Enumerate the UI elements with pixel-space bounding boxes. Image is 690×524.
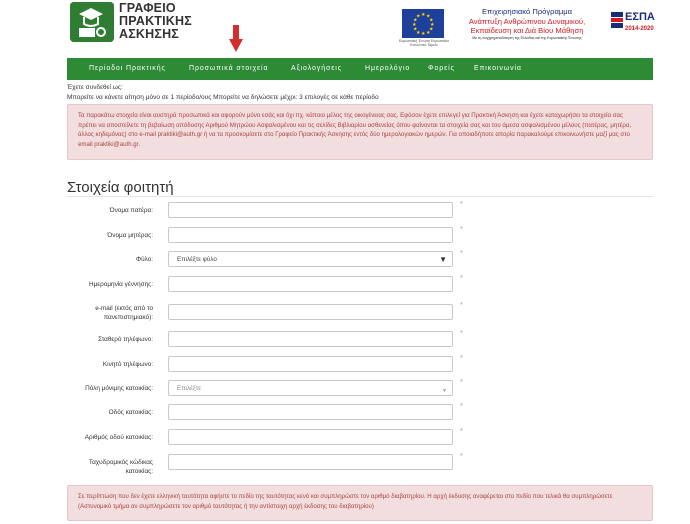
required-mark: * — [460, 201, 463, 208]
required-mark: * — [460, 250, 463, 257]
program-title: Επιχειρησιακό Πρόγραμμα — [481, 7, 573, 16]
birth-date-input[interactable] — [168, 276, 453, 292]
required-mark: * — [460, 403, 463, 410]
caret-down-icon: ▼ — [442, 388, 447, 394]
required-mark: * — [460, 226, 463, 233]
svg-text:★: ★ — [416, 13, 421, 20]
main-nav — [67, 58, 653, 80]
office-logo-text — [119, 2, 192, 41]
title-divider — [67, 196, 653, 197]
office-logo-icon[interactable] — [70, 2, 114, 42]
required-mark: * — [460, 330, 463, 337]
birth-date-label: Ημερομηνία γέννησης: — [89, 281, 153, 288]
svg-text:★: ★ — [413, 17, 418, 24]
mother-name-label: Όνομα μητέρας: — [107, 232, 153, 239]
required-mark: * — [460, 275, 463, 282]
passport-alert: Σε περίπτωση που δεν έχετε ελληνική ταυτότητα αφήστε το πεδίο της ταυτότητας κενό και συμπληρώστε τον αριθμό διαβατηρίου. Η αρχή έκδοσης αναφέρεται στο πεδίο που τελικά θα συμπληρώσετε (Αστυνομικό τμήμα αν συμπληρώσετε τον αριθμό ταυτότητας ή την αντίστοιχη αρχή έκδοσης του διαβατηρίου) — [67, 485, 653, 521]
landline-label: Σταθερό τηλέφωνο: — [98, 336, 153, 343]
svg-text:★: ★ — [413, 26, 418, 33]
required-mark: * — [460, 379, 463, 386]
espa-years: 2014-2020 — [625, 26, 654, 32]
personal-data-alert: Τα παρακάτω στοιχεία είναι αυστηρά προσωπικά και αφορούν μόνο εσάς και όχι πχ. κάποιο μέλος της οικογένειας σας. Εφόσον έχετε επιλεγεί για Πρακτική Άσκηση και έχετε καταχωρήσει τα στοιχεία σας πρέπει να αποστείλετε τη βεβαίωση απόδοσης Αριθμού Μητρώου Ασφαλισμένου και τις σελίδες Βιβλιαρίου ασθενείας όπου φαίνονται τα στοιχεία σας και του άμεσα ασφαλισμένου μέλους (πατέρας, μητέρα, άλλος κηδεμόνας) στο e-mail praktiki@auth.gr ή να τα προσκομίσετε στο Γραφείο Πρακτικής Άσκησης εντός δύο ημερολογιακών ημερών. Για οποιαδήποτε απορία παρακαλούμε επικοινωνήστε μαζί μας στο email praktiki@auth.gr. — [67, 104, 653, 160]
father-name-input[interactable] — [168, 202, 453, 218]
nav-calendar[interactable]: Ημερολόγιο — [365, 65, 411, 72]
svg-text:★: ★ — [430, 22, 435, 28]
required-mark: * — [460, 453, 463, 460]
svg-text:★: ★ — [429, 26, 434, 33]
page-header — [0, 0, 690, 56]
page-title: Στοιχεία φοιτητή — [67, 179, 174, 196]
eu-caption: Ευρωπαϊκή Ένωση Ευρωπαϊκό Κοινωνικό Ταμείο — [398, 39, 450, 47]
nav-personal-details[interactable]: Προσωπικά στοιχεία — [189, 65, 269, 72]
logged-in-as: Έχετε συνδεθεί ως: — [67, 84, 123, 91]
program-footer: Με τη συγχρηματοδότηση της Ελλάδας και της Ευρωπαϊκής Ένωσης — [472, 35, 582, 40]
application-limits: Μπορείτε να κάνετε αίτηση μόνο σε 1 περίοδο/ους Μπορείτε να δηλώσετε μέχρι: 3 επιλογές σε κάθε περίοδο — [67, 94, 379, 101]
program-line-1: Ανάπτυξη Ανθρώπινου Δυναμικού, — [468, 16, 586, 26]
email-label: e-mail (εκτός από το πανεπιστημιακό): — [95, 305, 153, 321]
postal-code-input[interactable] — [168, 454, 453, 470]
gender-select-value: Επιλέξτε φύλο — [177, 256, 217, 263]
required-mark: * — [460, 355, 463, 362]
nav-contact[interactable]: Επικοινωνία — [474, 65, 522, 72]
required-mark: * — [460, 302, 463, 309]
eu-flag-icon — [402, 9, 444, 38]
street-input[interactable] — [168, 404, 453, 420]
mobile-input[interactable] — [168, 356, 453, 372]
mother-name-input[interactable] — [168, 227, 453, 243]
email-input[interactable] — [168, 304, 453, 320]
street-label: Οδός κατοικίας: — [108, 409, 153, 416]
nav-periods[interactable]: Περίοδοι Πρακτικής — [89, 65, 166, 72]
father-name-label: Όνομα πατέρα: — [109, 207, 153, 214]
espa-word: ΕΣΠΑ — [625, 11, 655, 23]
required-mark: * — [460, 428, 463, 435]
logo-line-3: ΑΣΚΗΣΗΣ — [119, 27, 180, 41]
svg-text:★: ★ — [429, 17, 434, 24]
arrow-down-icon — [229, 25, 243, 52]
svg-text:★: ★ — [416, 30, 421, 36]
espa-mark-icon — [611, 12, 623, 28]
nav-evaluations[interactable]: Αξιολογήσεις — [291, 65, 342, 72]
svg-text:★: ★ — [412, 22, 417, 28]
caret-down-icon: ▼ — [439, 255, 447, 264]
landline-input[interactable] — [168, 331, 453, 347]
logo-line-1: ΓΡΑΦΕΙΟ — [119, 1, 176, 15]
espa-logo — [608, 8, 656, 42]
city-select[interactable] — [168, 380, 453, 396]
gender-label: Φύλο: — [135, 256, 153, 263]
street-number-input[interactable] — [168, 429, 453, 445]
nav-organizations[interactable]: Φορείς — [428, 65, 455, 72]
street-number-label: Αριθμός οδού κατοικίας: — [84, 434, 153, 441]
gender-select[interactable] — [168, 251, 453, 267]
svg-text:★: ★ — [421, 31, 426, 37]
city-select-value: Επιλέξτε — [177, 385, 202, 392]
logo-line-2: ΠΡΑΚΤΙΚΗΣ — [119, 14, 192, 28]
program-block — [456, 7, 598, 41]
svg-text:★: ★ — [421, 12, 426, 18]
program-line-2: Εκπαίδευση και Διά Βίου Μάθηση — [470, 26, 584, 35]
city-label: Πόλη μόνιμης κατοικίας: — [85, 385, 153, 392]
mobile-label: Κινητό τηλέφωνο: — [102, 361, 153, 368]
svg-text:★: ★ — [426, 30, 431, 36]
svg-text:★: ★ — [426, 13, 431, 20]
postal-code-label: Ταχυδρομικός κώδικας κατοικίας: — [88, 459, 153, 475]
